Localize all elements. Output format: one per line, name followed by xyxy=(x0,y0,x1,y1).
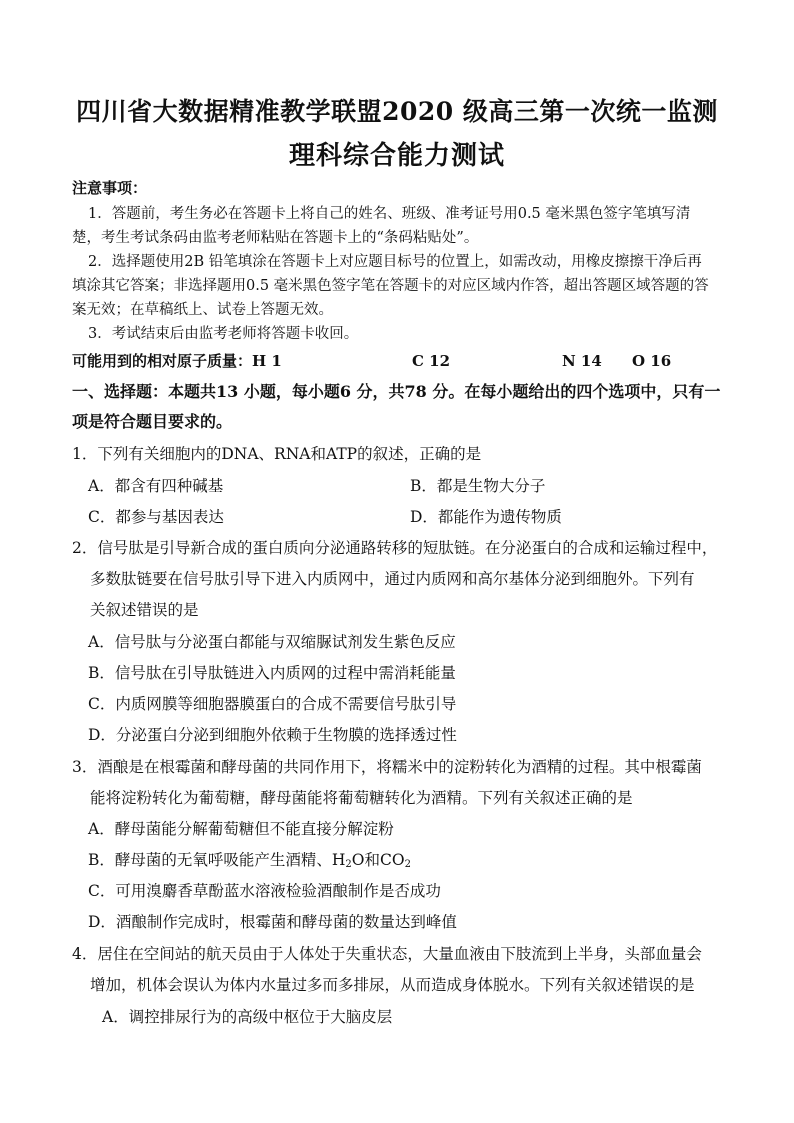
atomic-mass-label: 可能用到的相对原子质量：H 1 xyxy=(72,352,282,370)
q2-option-d: D．分泌蛋白分泌到细胞外依赖于生物膜的选择透过性 xyxy=(88,726,457,744)
q1-option-a: A．都含有四种碱基 xyxy=(88,477,224,495)
q2-stem-line-1: 2．信号肽是引导新合成的蛋白质向分泌通路转移的短肽链。在分泌蛋白的合成和运输过程中， xyxy=(72,539,718,557)
section-heading-line-2: 项是符合题目要求的。 xyxy=(72,412,233,431)
q3-stem-line-1: 3．酒酿是在根霉菌和酵母菌的共同作用下，将糯米中的淀粉转化为酒精的过程。其中根霉菌 xyxy=(72,758,702,776)
q3-option-b-sub-1: 2 xyxy=(345,859,352,870)
exam-subtitle: 理科综合能力测试 xyxy=(288,141,505,171)
q4-option-a: A．调控排尿行为的高级中枢位于大脑皮层 xyxy=(102,1008,393,1026)
notice-line-3: 2．选择题使用2B 铅笔填涂在答题卡上对应题目标号的位置上，如需改动，用橡皮擦擦干净后再 xyxy=(88,254,702,270)
notice-line-5: 案无效；在草稿纸上、试卷上答题无效。 xyxy=(72,302,333,318)
q3-option-b-sub-2: 2 xyxy=(404,859,411,870)
q3-option-b-text-1: B．酵母菌的无氧呼吸能产生酒精、H xyxy=(88,851,346,869)
q1-stem: 1．下列有关细胞内的DNA、RNA和ATP的叙述，正确的是 xyxy=(72,445,482,463)
q2-option-b: B．信号肽在引导肽链进入内质网的过程中需消耗能量 xyxy=(88,664,456,682)
q4-stem-line-2: 增加，机体会误认为体内水量过多而多排尿，从而造成身体脱水。下列有关叙述错误的是 xyxy=(90,976,695,994)
q2-option-a: A．信号肽与分泌蛋白都能与双缩脲试剂发生紫色反应 xyxy=(88,633,456,651)
q3-option-b xyxy=(88,848,411,872)
notice-line-2: 楚，考生考试条码由监考老师粘贴在答题卡上的“条码粘贴处”。 xyxy=(72,230,479,246)
atomic-mass-o: O 16 xyxy=(632,352,672,370)
notice-heading: 注意事项： xyxy=(72,179,148,197)
section-heading-line-1: 一、选择题：本题共13 小题，每小题6 分，共78 分。在每小题给出的四个选项中，只有一 xyxy=(72,382,721,401)
q2-option-c: C．内质网膜等细胞器膜蛋白的合成不需要信号肽引导 xyxy=(88,695,457,713)
q3-option-d: D．酒酿制作完成时，根霉菌和酵母菌的数量达到峰值 xyxy=(88,913,457,931)
q1-option-d: D．都能作为遗传物质 xyxy=(410,508,562,526)
q2-stem-line-2: 多数肽链要在信号肽引导下进入内质网中，通过内质网和高尔基体分泌到细胞外。下列有 xyxy=(90,570,695,588)
atomic-mass-c: C 12 xyxy=(412,352,451,370)
q2-stem-line-3: 关叙述错误的是 xyxy=(90,601,199,619)
q3-option-a: A．酵母菌能分解葡萄糖但不能直接分解淀粉 xyxy=(88,820,394,838)
atomic-mass-n: N 14 xyxy=(562,352,602,370)
q3-stem-line-2: 能将淀粉转化为葡萄糖，酵母菌能将葡萄糖转化为酒精。下列有关叙述正确的是 xyxy=(90,789,633,807)
q1-option-c: C．都参与基因表达 xyxy=(88,508,224,526)
q3-option-c: C．可用溴麝香草酚蓝水溶液检验酒酿制作是否成功 xyxy=(88,882,441,900)
q4-stem-line-1: 4．居住在空间站的航天员由于人体处于失重状态，大量血液由下肢流到上半身，头部血量会 xyxy=(72,945,702,963)
q3-option-b-text-2: O和CO xyxy=(351,851,405,869)
notice-line-1: 1．答题前，考生务必在答题卡上将自己的姓名、班级、准考证号用0.5 毫米黑色签字笔填写清 xyxy=(88,206,691,222)
notice-line-6: 3．考试结束后由监考老师将答题卡收回。 xyxy=(88,326,359,342)
q1-option-b: B．都是生物大分子 xyxy=(410,477,546,495)
notice-line-4: 填涂其它答案；非选择题用0.5 毫米黑色签字笔在答题卡的对应区域内作答，超出答题区域答题的答 xyxy=(72,278,709,294)
exam-title: 四川省大数据精准教学联盟2020 级高三第一次统一监测 xyxy=(76,97,718,126)
